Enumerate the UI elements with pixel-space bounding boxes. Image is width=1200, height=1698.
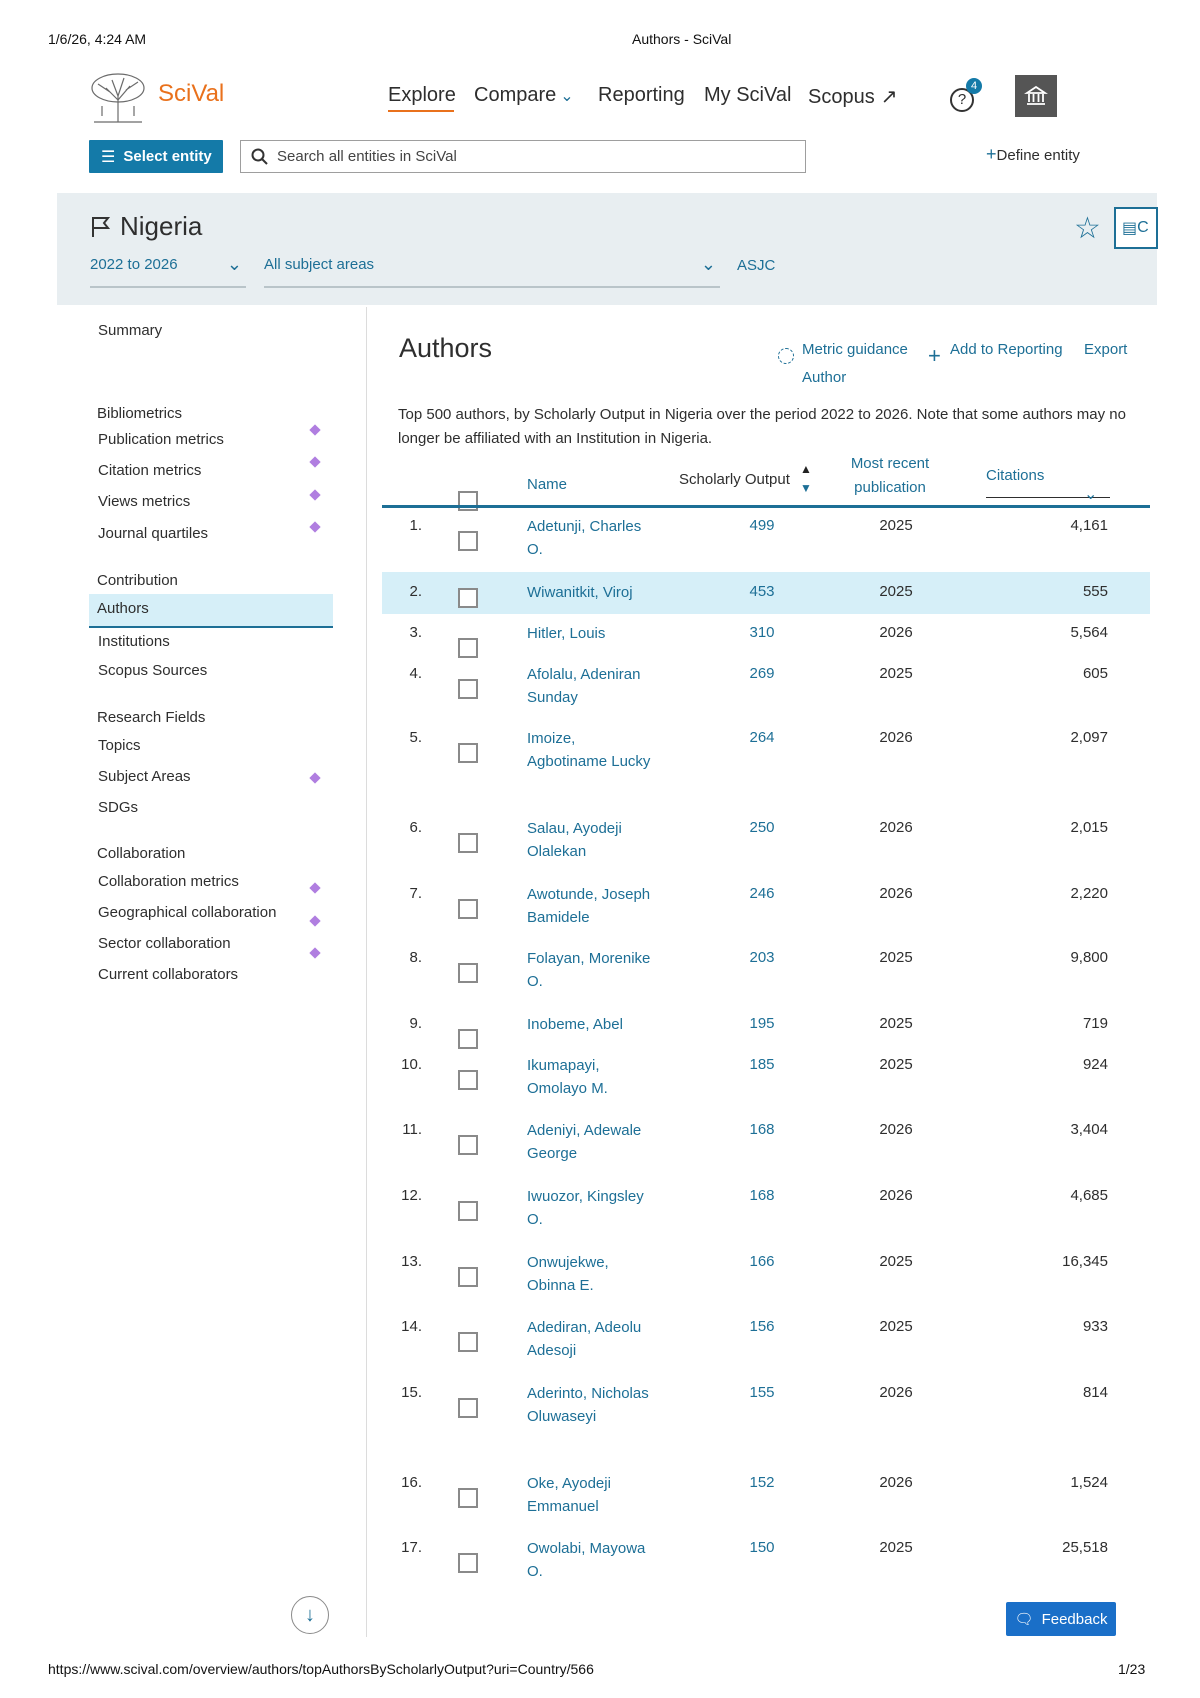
- scholarly-output-link[interactable]: 269: [749, 665, 775, 682]
- table-row[interactable]: [382, 1472, 1150, 1515]
- column-header-name[interactable]: Name: [527, 476, 568, 493]
- entity-header: [57, 193, 1157, 305]
- most-recent-year: 2026: [879, 1474, 913, 1491]
- citations-count: 5,564: [1070, 624, 1108, 641]
- sidebar-item-summary[interactable]: Summary: [98, 322, 163, 339]
- page-title: Authors: [399, 333, 493, 363]
- row-rank: 1.: [409, 517, 422, 534]
- elsevier-logo[interactable]: [88, 70, 148, 124]
- scholarly-output-link[interactable]: 152: [749, 1474, 775, 1491]
- table-row[interactable]: [382, 1119, 1150, 1162]
- scroll-down-arrow-icon[interactable]: ↓: [291, 1596, 329, 1634]
- most-recent-year: 2026: [879, 1384, 913, 1401]
- sidebar-item-sdgs[interactable]: SDGs: [98, 799, 139, 816]
- citations-count: 25,518: [1062, 1539, 1108, 1556]
- entity-title: [90, 211, 202, 242]
- subject-area-value: All subject areas: [264, 256, 375, 273]
- table-row[interactable]: [382, 515, 1150, 558]
- row-rank: 13.: [401, 1253, 422, 1270]
- institution-button[interactable]: [1015, 75, 1057, 117]
- citations-count: 555: [1082, 583, 1108, 600]
- scival-brand[interactable]: SciVal: [158, 80, 225, 107]
- select-all-checkbox[interactable]: [458, 491, 478, 511]
- most-recent-year: 2025: [879, 517, 913, 534]
- citations-count: 1,524: [1070, 1474, 1108, 1491]
- row-rank: 9.: [409, 1015, 422, 1032]
- most-recent-year: 2025: [879, 1539, 913, 1556]
- table-row[interactable]: [382, 883, 1150, 926]
- search-icon: [251, 148, 269, 166]
- nav-compare-label: Compare: [474, 84, 557, 106]
- print-url: https://www.scival.com/overview/authors/topAuthorsByScholarlyOutput?uri=Country/566: [48, 1661, 594, 1677]
- citations-count: 933: [1082, 1318, 1108, 1335]
- new-feature-dot-icon: [309, 521, 320, 532]
- most-recent-year: 2026: [879, 1187, 913, 1204]
- most-recent-year: 2026: [879, 624, 913, 641]
- citations-count: 719: [1082, 1015, 1108, 1032]
- list-icon: ☰: [101, 148, 116, 166]
- new-feature-dot-icon: [309, 424, 320, 435]
- sidebar-item-topics[interactable]: Topics: [98, 737, 141, 754]
- print-page-number: 1/23: [1118, 1661, 1146, 1677]
- row-rank: 8.: [409, 949, 422, 966]
- column-header-scholarly-output[interactable]: Scholarly Output: [679, 471, 790, 488]
- nav-scopus-label: Scopus: [808, 86, 875, 108]
- sort-down-icon[interactable]: ▼: [800, 481, 812, 495]
- chat-icon: 🗨: [1014, 1611, 1034, 1628]
- author-name-link[interactable]: Adediran, Adeolu Adesoji: [527, 1319, 642, 1359]
- new-feature-dot-icon: [309, 915, 320, 926]
- author-name-link[interactable]: Aderinto, Nicholas Oluwaseyi: [527, 1385, 649, 1425]
- most-recent-year: 2025: [879, 1253, 913, 1270]
- scholarly-output-link[interactable]: 246: [749, 885, 775, 902]
- export-link[interactable]: Export: [1084, 341, 1128, 358]
- flag-icon: [90, 215, 112, 239]
- row-rank: 7.: [409, 885, 422, 902]
- citations-count: 16,345: [1062, 1253, 1108, 1270]
- nav-reporting[interactable]: Reporting: [598, 84, 685, 106]
- column-header-most-recent[interactable]: [830, 452, 950, 500]
- row-checkbox[interactable]: [458, 1488, 478, 1508]
- scholarly-output-link[interactable]: 168: [749, 1187, 775, 1204]
- most-recent-year: 2025: [879, 1015, 913, 1032]
- scholarly-output-link[interactable]: 168: [749, 1121, 775, 1138]
- define-entity-button[interactable]: [986, 144, 1080, 165]
- table-row[interactable]: [382, 1382, 1150, 1425]
- define-entity-label: Define entity: [996, 147, 1080, 164]
- sidebar-heading-contribution: Contribution: [97, 572, 178, 589]
- table-row[interactable]: [382, 1316, 1150, 1359]
- row-checkbox[interactable]: [458, 743, 478, 763]
- row-rank: 10.: [401, 1056, 422, 1073]
- sidebar-item-publication-metrics[interactable]: Publication metrics: [98, 431, 224, 448]
- add-to-report-label: C: [1137, 219, 1149, 236]
- row-rank: 16.: [401, 1474, 422, 1491]
- author-name-link[interactable]: Owolabi, Mayowa O.: [527, 1540, 646, 1580]
- citations-count: 814: [1082, 1384, 1108, 1401]
- row-checkbox[interactable]: [458, 1029, 478, 1049]
- row-checkbox[interactable]: [458, 1332, 478, 1352]
- author-name-link[interactable]: Oke, Ayodeji Emmanuel: [527, 1475, 611, 1515]
- add-to-report-button[interactable]: [1114, 207, 1158, 249]
- row-rank: 17.: [401, 1539, 422, 1556]
- most-recent-year: 2026: [879, 819, 913, 836]
- scholarly-output-link[interactable]: 499: [749, 517, 775, 534]
- row-checkbox[interactable]: [458, 1070, 478, 1090]
- metric-guidance-link-author[interactable]: Author: [802, 369, 847, 386]
- chart-icon: ▤: [1122, 220, 1138, 237]
- scholarly-output-link[interactable]: 156: [749, 1318, 775, 1335]
- external-link-icon: ↗: [880, 86, 898, 108]
- year-range-value: 2022 to 2026: [90, 256, 178, 273]
- nav-explore-underline: [388, 110, 454, 112]
- column-header-most-recent-line2: publication: [854, 479, 926, 496]
- sidebar-item-geographical-collaboration[interactable]: Geographical collaboration: [98, 904, 277, 921]
- author-name-link[interactable]: Iwuozor, Kingsley O.: [527, 1188, 644, 1228]
- sidebar-item-authors-active[interactable]: [89, 594, 333, 628]
- sidebar-heading-research-fields: Research Fields: [97, 709, 206, 726]
- row-checkbox[interactable]: [458, 1201, 478, 1221]
- help-icon[interactable]: ?: [950, 88, 974, 112]
- most-recent-year: 2026: [879, 1121, 913, 1138]
- author-name-link[interactable]: Salau, Ayodeji Olalekan: [527, 820, 622, 860]
- help-badge: 4: [966, 78, 982, 94]
- row-checkbox[interactable]: [458, 1267, 478, 1287]
- author-name-link[interactable]: Afolalu, Adeniran Sunday: [527, 666, 641, 706]
- citations-count: 9,800: [1070, 949, 1108, 966]
- table-header-rule: [382, 505, 1150, 508]
- new-feature-dot-icon: [309, 489, 320, 500]
- author-name-link[interactable]: Onwujekwe, Obinna E.: [527, 1254, 609, 1294]
- row-rank: 5.: [409, 729, 422, 746]
- row-rank: 4.: [409, 665, 422, 682]
- feedback-label: Feedback: [1041, 1610, 1108, 1628]
- column-header-citations[interactable]: Citations: [986, 467, 1045, 484]
- row-checkbox[interactable]: [458, 638, 478, 658]
- author-name-link[interactable]: Ikumapayi, Omolayo M.: [527, 1057, 608, 1097]
- new-feature-dot-icon: [309, 772, 320, 783]
- favorite-star-icon[interactable]: ☆: [1074, 212, 1101, 245]
- most-recent-year: 2025: [879, 1318, 913, 1335]
- print-datetime: 1/6/26, 4:24 AM: [48, 31, 147, 47]
- scholarly-output-link[interactable]: 453: [749, 583, 775, 600]
- add-icon: +: [986, 144, 997, 164]
- sort-up-icon[interactable]: ▲: [800, 462, 812, 476]
- select-entity-button[interactable]: [89, 140, 223, 173]
- chevron-down-icon[interactable]: ⌄: [1084, 486, 1098, 503]
- row-rank: 12.: [401, 1187, 422, 1204]
- table-row[interactable]: [382, 817, 1150, 860]
- row-checkbox[interactable]: [458, 679, 478, 699]
- metric-guidance-link[interactable]: Metric guidance: [802, 341, 908, 358]
- scholarly-output-link[interactable]: 166: [749, 1253, 775, 1270]
- classification-link[interactable]: ASJC: [737, 257, 776, 274]
- table-row[interactable]: [382, 1185, 1150, 1228]
- year-range-select[interactable]: [90, 256, 246, 288]
- table-row[interactable]: [382, 1537, 1150, 1580]
- citations-count: 3,404: [1070, 1121, 1108, 1138]
- description-text: Top 500 authors, by Scholarly Output in Nigeria over the period 2022 to 2026. Note that some authors may no longer be affiliated with an Institution in Nigeria.: [398, 406, 1126, 447]
- most-recent-year: 2026: [879, 729, 913, 746]
- scholarly-output-link[interactable]: 185: [749, 1056, 775, 1073]
- table-row[interactable]: [382, 947, 1150, 990]
- table-row[interactable]: [382, 581, 1150, 611]
- entity-name: Nigeria: [120, 211, 203, 241]
- sidebar-heading-collaboration: Collaboration: [97, 845, 186, 862]
- feedback-button[interactable]: [1006, 1602, 1116, 1636]
- row-rank: 2.: [409, 583, 422, 600]
- sidebar-item-subject-areas[interactable]: Subject Areas: [98, 768, 191, 785]
- most-recent-year: 2025: [879, 665, 913, 682]
- sidebar-heading-bibliometrics: Bibliometrics: [97, 405, 183, 422]
- author-name-link[interactable]: Awotunde, Joseph Bamidele: [527, 886, 651, 926]
- nav-compare[interactable]: [474, 84, 574, 107]
- author-name-link[interactable]: Wiwanitkit, Viroj: [527, 584, 633, 601]
- print-page-title: Authors - SciVal: [632, 31, 732, 47]
- chevron-down-icon: ⌄: [560, 88, 574, 105]
- sidebar-item-current-collaborators[interactable]: Current collaborators: [98, 966, 239, 983]
- sidebar-item-sector-collaboration[interactable]: Sector collaboration: [98, 935, 231, 952]
- most-recent-year: 2025: [879, 1056, 913, 1073]
- sidebar-item-institutions[interactable]: Institutions: [98, 633, 170, 650]
- sidebar-divider: [366, 307, 367, 1637]
- institution-icon: [1024, 84, 1048, 108]
- scholarly-output-link[interactable]: 195: [749, 1015, 775, 1032]
- citations-count: 924: [1082, 1056, 1108, 1073]
- row-checkbox[interactable]: [458, 833, 478, 853]
- nav-scopus[interactable]: [808, 84, 897, 109]
- sidebar-item-scopus-sources[interactable]: Scopus Sources: [98, 662, 208, 679]
- nav-my-scival[interactable]: My SciVal: [704, 84, 792, 106]
- new-feature-dot-icon: [309, 882, 320, 893]
- row-rank: 14.: [401, 1318, 422, 1335]
- row-checkbox[interactable]: [458, 1135, 478, 1155]
- sidebar-item-authors: Authors: [97, 600, 149, 617]
- sidebar-item-journal-quartiles[interactable]: Journal quartiles: [98, 525, 209, 542]
- select-entity-label: Select entity: [123, 148, 212, 165]
- citations-count: 4,685: [1070, 1187, 1108, 1204]
- author-name-link[interactable]: Adetunji, Charles O.: [527, 518, 642, 558]
- table-row[interactable]: [382, 1013, 1150, 1043]
- add-to-reporting-link[interactable]: Add to Reporting: [950, 341, 1063, 358]
- row-checkbox[interactable]: [458, 531, 478, 551]
- author-name-link[interactable]: Hitler, Louis: [527, 625, 606, 642]
- author-name-link[interactable]: Adeniyi, Adewale George: [527, 1122, 642, 1162]
- scholarly-output-link[interactable]: 203: [749, 949, 775, 966]
- search-placeholder: Search all entities in SciVal: [277, 148, 457, 165]
- table-row[interactable]: [382, 1054, 1150, 1097]
- citations-count: 4,161: [1070, 517, 1108, 534]
- add-icon: +: [928, 343, 941, 368]
- row-checkbox[interactable]: [458, 1398, 478, 1418]
- sidebar-item-collaboration-metrics[interactable]: Collaboration metrics: [98, 873, 239, 890]
- sidebar-item-views-metrics[interactable]: Views metrics: [98, 493, 191, 510]
- metric-guidance-icon: [778, 348, 794, 364]
- citations-count: 605: [1082, 665, 1108, 682]
- row-rank: 15.: [401, 1384, 422, 1401]
- column-header-most-recent-line1: Most recent: [850, 455, 930, 472]
- author-name-link[interactable]: Imoize, Agbotiname Lucky: [527, 730, 651, 770]
- chevron-down-icon: ⌄: [226, 254, 242, 274]
- sidebar-item-citation-metrics[interactable]: Citation metrics: [98, 462, 202, 479]
- new-feature-dot-icon: [309, 947, 320, 958]
- row-checkbox[interactable]: [458, 588, 478, 608]
- table-row[interactable]: [382, 622, 1150, 652]
- scholarly-output-link[interactable]: 250: [749, 819, 775, 836]
- scholarly-output-link[interactable]: 310: [749, 624, 775, 641]
- subject-area-select[interactable]: [264, 256, 720, 288]
- table-row[interactable]: [382, 663, 1150, 706]
- row-checkbox[interactable]: [458, 1553, 478, 1573]
- citations-count: 2,015: [1070, 819, 1108, 836]
- scholarly-output-link[interactable]: 150: [749, 1539, 775, 1556]
- new-feature-dot-icon: [309, 456, 320, 467]
- row-checkbox[interactable]: [458, 899, 478, 919]
- search-input[interactable]: [240, 140, 806, 173]
- table-row[interactable]: [382, 727, 1150, 770]
- most-recent-year: 2025: [879, 949, 913, 966]
- chevron-down-icon: ⌄: [700, 254, 716, 274]
- row-rank: 11.: [402, 1121, 422, 1138]
- scholarly-output-link[interactable]: 264: [749, 729, 775, 746]
- table-row[interactable]: [382, 1251, 1150, 1294]
- citations-count: 2,097: [1070, 729, 1108, 746]
- author-name-link[interactable]: Inobeme, Abel: [527, 1016, 623, 1033]
- most-recent-year: 2026: [879, 885, 913, 902]
- nav-explore[interactable]: Explore: [388, 84, 456, 106]
- most-recent-year: 2025: [879, 583, 913, 600]
- row-rank: 3.: [409, 624, 422, 641]
- row-checkbox[interactable]: [458, 963, 478, 983]
- row-rank: 6.: [409, 819, 422, 836]
- scholarly-output-link[interactable]: 155: [749, 1384, 775, 1401]
- author-name-link[interactable]: Folayan, Morenike O.: [527, 950, 651, 990]
- citations-count: 2,220: [1070, 885, 1108, 902]
